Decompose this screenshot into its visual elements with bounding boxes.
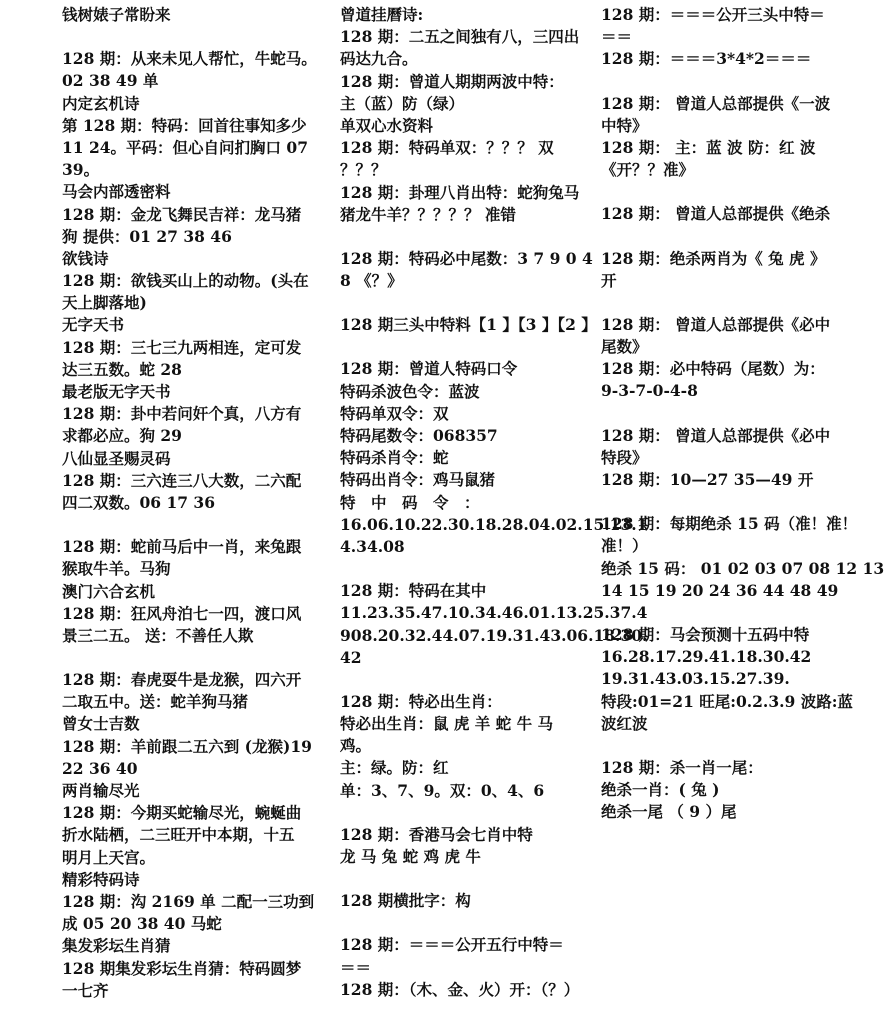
text-line: 128 期： 主：蓝 波 防：红 波 — [601, 137, 816, 157]
blank-gap — [601, 735, 855, 757]
text-line: 特段》 — [601, 447, 648, 467]
text-line: 主：绿。防：红 — [340, 758, 449, 778]
text-line: 绝杀一尾 （ 9 ）尾 — [601, 802, 737, 822]
text-line: 8 《？》 — [340, 271, 403, 291]
text-line: 128 期：杀一肖一尾： — [601, 757, 763, 777]
text-line: 明月上天宫。 — [62, 847, 156, 867]
text-line: 猪龙牛羊？？？？？ 准错 — [340, 204, 516, 224]
text-line: 单双心水资料 — [340, 115, 434, 135]
text-line: 狗 提供：01 27 38 46 — [62, 226, 232, 246]
text-line: 中特》 — [601, 115, 648, 135]
text-line: 128 期：＝＝＝公开五行中特＝ — [340, 935, 564, 955]
blank-gap — [340, 292, 592, 314]
blank-gap — [601, 491, 855, 513]
text-line: 128 期：特必出生肖： — [340, 691, 502, 711]
blank-gap — [62, 26, 330, 48]
text-line: 128 期：特码必中尾数：3 7 9 0 4 — [340, 248, 593, 268]
text-line: 128 期集发彩坛生肖猜：特码圆梦 — [62, 958, 302, 978]
text-line: 128 期：必中特码（尾数）为： — [601, 359, 825, 379]
text-line: 128 期：曾道人特码口令 — [340, 359, 518, 379]
text-line: 128 期：二五之间独有八，三四出 — [340, 27, 580, 47]
text-line: 128 期： 曾道人总部提供《必中 — [601, 314, 831, 334]
text-line: 特码杀肖令：蛇 — [340, 448, 449, 468]
text-line: 精彩特码诗 — [62, 869, 140, 889]
text-line: 128 期： 曾道人总部提供《必中 — [601, 425, 831, 445]
text-line: 波红波 — [601, 713, 648, 733]
text-line: 128 期：金龙飞舞民吉祥：龙马猪 — [62, 204, 302, 224]
blank-gap — [601, 226, 855, 248]
text-line: 二取五中。送：蛇羊狗马猪 — [62, 692, 249, 712]
text-line: 128 期：蛇前马后中一肖，来兔跟 — [62, 537, 302, 557]
blank-gap — [340, 558, 592, 580]
text-line: 128 期：10—27 35—49 开 — [601, 470, 814, 489]
text-line: 码达九合。 — [340, 49, 418, 69]
text-line: ＝＝ — [340, 957, 372, 977]
text-line: 达三五数。蛇 28 — [62, 359, 182, 379]
text-line: 求都必应。狗 29 — [62, 426, 182, 446]
text-line: 02 38 49 单 — [62, 71, 159, 91]
text-line: ＝＝ — [601, 27, 633, 47]
text-line: 准！） — [601, 536, 648, 556]
text-line: 128 期：＝＝＝3*4*2＝＝＝ — [601, 49, 812, 69]
text-line: 马会内部透密料 — [62, 182, 171, 202]
text-line: 开 — [601, 270, 617, 290]
text-line: 钱树婊子常盼来 — [62, 5, 171, 24]
text-line: 128 期：马会预测十五码中特 — [601, 624, 810, 644]
text-line: 19.31.43.03.15.27.39. — [601, 669, 790, 689]
text-line: 128 期：曾道人期期两波中特： — [340, 71, 564, 91]
text-line: 128 期：特码在其中 — [340, 581, 487, 601]
text-line: 128 期：卦中若问奸个真，八方有 — [62, 404, 302, 424]
blank-gap — [601, 403, 855, 425]
text-line: 曾女士吉数 — [62, 714, 140, 734]
blank-gap — [340, 669, 592, 691]
text-line: 128 期：每期绝杀 15 码（准！准！ — [601, 514, 858, 534]
text-line: 4.34.08 — [340, 536, 405, 556]
text-line: 128 期：春虎耍牛是龙猴，四六开 — [62, 670, 302, 690]
text-line: 鸡。 — [340, 736, 372, 756]
text-line: 14 15 19 20 24 36 44 48 49 — [601, 580, 839, 600]
text-line: 两肖输尽光 — [62, 781, 140, 800]
text-line: 特码出肖令：鸡马鼠猪 — [340, 470, 496, 490]
text-line: 128 期： 曾道人总部提供《一波 — [601, 93, 831, 113]
text-line: 42 — [340, 647, 362, 667]
text-line: 八仙显圣赐灵码 — [62, 448, 171, 468]
blank-gap — [340, 802, 592, 824]
text-line: 特码杀波色令：蓝波 — [340, 381, 480, 401]
text-line: 128 期：欲钱买山上的动物。(头在 — [62, 271, 309, 291]
text-line: 折水陆栖，二三旺开中本期，十五 — [62, 825, 295, 845]
text-line: 无字天书 — [62, 315, 125, 335]
text-line: 龙 马 兔 蛇 鸡 虎 牛 — [340, 847, 481, 866]
text-line: ？？？ — [340, 160, 387, 180]
text-line: 128 期：绝杀两肖为《 兔 虎 》 — [601, 248, 826, 268]
blank-gap — [62, 647, 330, 669]
text-line: 128 期：三六连三八大数，二六配 — [62, 470, 302, 490]
text-line: 22 36 40 — [62, 758, 138, 778]
text-line: 主（蓝）防（绿） — [340, 93, 465, 113]
text-line: 128 期横批字：构 — [340, 891, 471, 911]
text-line: 128 期：狂风舟泊七一四，渡口风 — [62, 603, 302, 623]
text-line: 天上脚落地) — [62, 293, 147, 313]
text-line: 景三二五。 送：不善任人欺 — [62, 625, 254, 645]
text-line: 9-3-7-0-4-8 — [601, 381, 698, 401]
text-line: 绝杀 15 码： 01 02 03 07 08 12 13 — [601, 558, 884, 578]
blank-gap — [62, 514, 330, 536]
text-line: 澳门六合玄机 — [62, 581, 156, 601]
text-line: 最老版无字天书 — [62, 382, 171, 401]
text-line: 11.23.35.47.10.34.46.01.13.25.37.4 — [340, 603, 648, 623]
blank-gap — [601, 292, 855, 314]
blank-gap — [340, 336, 592, 358]
text-line: 128 期：特码单双：？？？ 双 — [340, 138, 554, 158]
blank-gap — [340, 226, 592, 248]
text-line: 猴取牛羊。马狗 — [62, 559, 171, 579]
blank-gap — [340, 868, 592, 890]
text-line: 128 期： 曾道人总部提供《绝杀 — [601, 204, 831, 224]
blank-gap — [601, 71, 855, 93]
text-line: 绝杀一肖：( 兔 ) — [601, 780, 720, 800]
text-line: 单：3、7、9。双：0、4、6 — [340, 780, 545, 800]
text-line: 集发彩坛生肖猜 — [62, 936, 171, 956]
text-line: 128 期三头中特料【1 】【3 】【2 】 — [340, 315, 597, 335]
text-line: 128 期：（木、金、火）开：（？） — [340, 979, 580, 999]
text-line: 39。 — [62, 160, 100, 180]
text-line: 11 24。平码：但心自问扪胸口 07 — [62, 137, 309, 157]
left-column — [62, 4, 330, 1002]
text-line: 128 期：今期买蛇输尽光，蜿蜒曲 — [62, 803, 302, 823]
text-line: 曾道挂曆诗: — [340, 5, 424, 24]
blank-gap — [601, 602, 855, 624]
text-line: 尾数》 — [601, 337, 648, 357]
text-line: 《开？？准》 — [601, 160, 695, 180]
text-line: 16.06.10.22.30.18.28.04.02.15.13.1 — [340, 514, 648, 534]
text-line: 特码单双令：双 — [340, 403, 449, 423]
text-line: 908.20.32.44.07.19.31.43.06.18.30. — [340, 625, 648, 645]
text-line: 特必出生肖：鼠 虎 羊 蛇 牛 马 — [340, 714, 553, 734]
text-line: 128 期：＝＝＝公开三头中特＝ — [601, 5, 825, 24]
text-line: 内定玄机诗 — [62, 93, 140, 113]
text-line: 第 128 期：特码：回首往事知多少 — [62, 115, 307, 135]
text-line: 16.28.17.29.41.18.30.42 — [601, 647, 812, 667]
right-column — [601, 4, 884, 823]
text-line: 欲钱诗 — [62, 248, 109, 268]
text-line: 128 期：沟 2169 单 二配一三功到 — [62, 891, 315, 911]
text-line: 成 05 20 38 40 马蛇 — [62, 914, 222, 934]
text-line: 四二双数。06 17 36 — [62, 492, 216, 512]
text-line: 特 中 码 令 ： — [340, 492, 480, 512]
text-line: 128 期：卦理八肖出特：蛇狗兔马 — [340, 182, 580, 202]
text-line: 一七齐 — [62, 980, 109, 1000]
text-line: 128 期：从来未见人帮忙，牛蛇马。 — [62, 49, 317, 69]
text-line: 128 期：羊前跟二五六到 (龙猴)19 — [62, 736, 312, 756]
blank-gap — [601, 181, 855, 203]
text-line: 特码尾数令：068357 — [340, 426, 498, 445]
text-line: 128 期：香港马会七肖中特 — [340, 824, 533, 844]
text-line: 特段:01=21 旺尾:0.2.3.9 波路:蓝 — [601, 691, 853, 711]
blank-gap — [340, 912, 592, 934]
text-line: 128 期：三七三九两相连，定可发 — [62, 337, 302, 357]
